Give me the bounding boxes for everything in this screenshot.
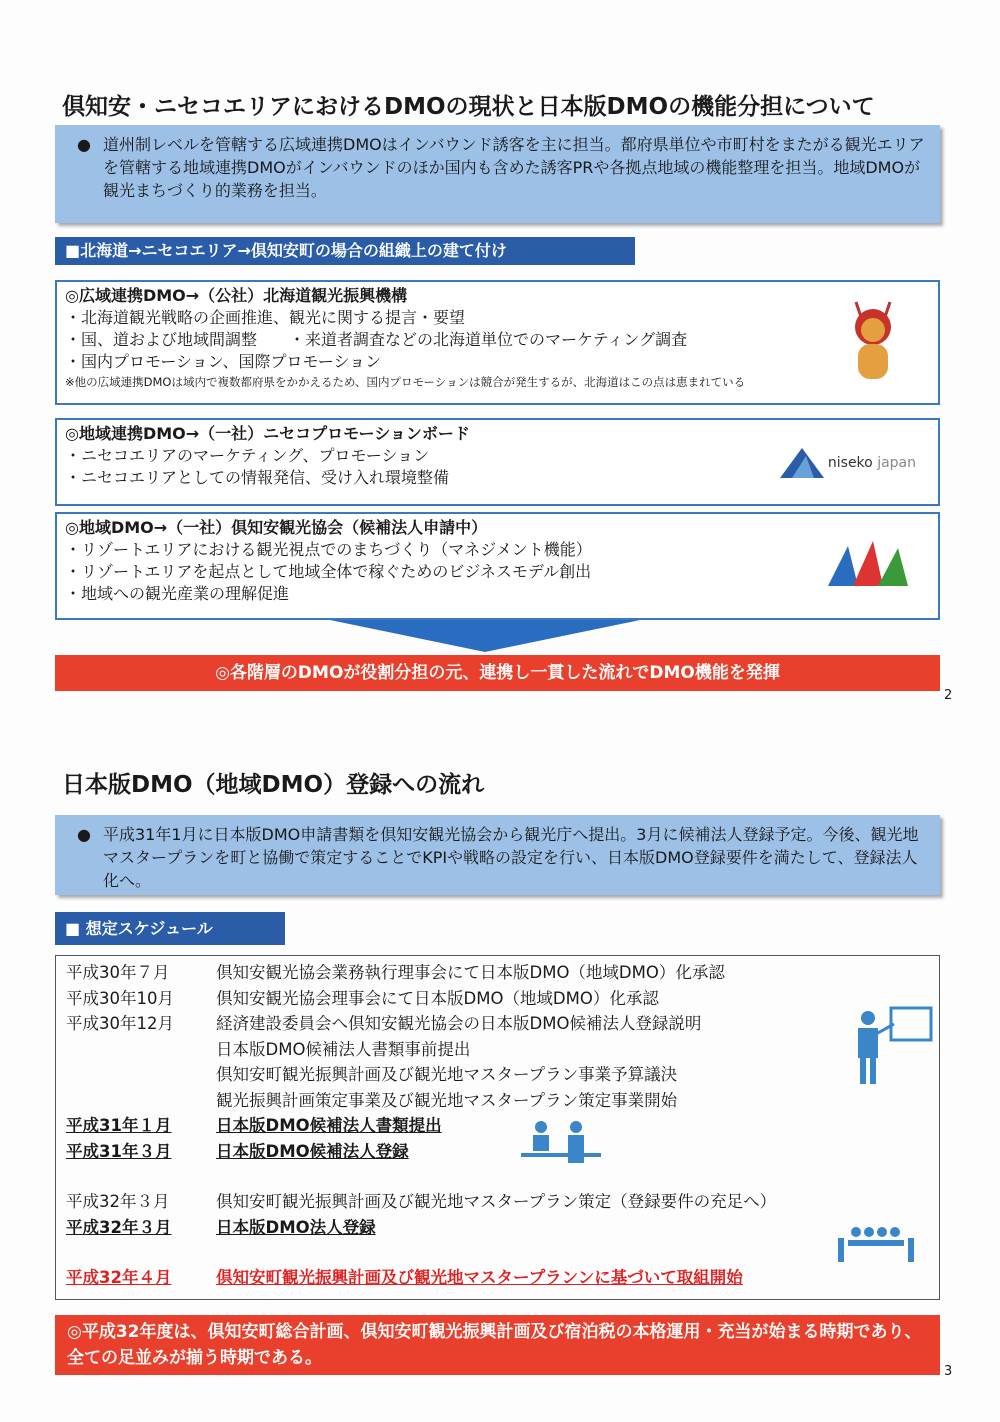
org-item: ・国、道および地域間調整 ・来道者調査などの北海道単位でのマーケティング調査 [65,330,688,349]
schedule-text: 観光振興計画策定事業及び観光地マスタープラン策定事業開始 [216,1090,678,1110]
org-heading: ◎地域連携DMO→（一社）ニセコプロモーションボード [65,424,470,443]
schedule-row [66,1062,929,1088]
org-item: ・地域への観光産業の理解促進 [65,584,290,603]
mascot-logo [838,292,908,382]
section2-title: 日本版DMO（地域DMO）登録への流れ [62,772,485,798]
schedule-date [66,1088,216,1114]
down-arrow-icon [330,620,640,652]
org-box-regional [55,418,940,506]
section2-subheader: ■ 想定スケジュール [55,912,285,945]
org-item: ・北海道観光戦略の企画推進、観光に関する提言・要望 [65,308,466,327]
org-note: ※他の広域連携DMOは域内で複数都府県をかかえるため、国内プロモーションは競合が発生するが、北海道はこの点は恵まれている [65,375,746,389]
schedule-row [66,1215,929,1241]
schedule-text: 日本版DMO候補法人書類事前提出 [216,1039,471,1059]
org-item: ・リゾートエリアを起点として地域全体で稼ぐためのビジネスモデル創出 [65,562,592,581]
schedule-date [66,1037,216,1063]
schedule-date: 平成30年７月 [66,963,170,982]
kutchan-logo [823,536,913,596]
org-item: ・ニセコエリアのマーケティング、プロモーション [65,446,430,465]
schedule-date [66,1164,216,1189]
org-item: ・ニセコエリアとしての情報発信、受け入れ環境整備 [65,468,450,487]
bullet-icon: ● [77,135,91,154]
page-number: 2 [944,688,953,703]
schedule-box [55,955,940,1300]
schedule-text: 日本版DMO法人登録 [216,1217,376,1237]
schedule-date [66,1062,216,1088]
section1-title: 倶知安・ニセコエリアにおけるDMOの現状と日本版DMOの機能分担について [62,94,875,120]
schedule-text: 日本版DMO候補法人登録 [216,1141,409,1161]
schedule-row [66,960,929,986]
schedule-row [66,1265,929,1291]
section1-conclusion: ◎各階層のDMOが役割分担の元、連携し一貫した流れでDMO機能を発揮 [55,655,940,691]
schedule-row [66,1139,929,1165]
summary-text: 平成31年1月に日本版DMO申請書類を倶知安観光協会から観光庁へ提出。3月に候補法人登録予定。今後、観光地マスタープランを町と協働で策定することでKPIや戦略の設定を行い、日本版DMO登録要件を満たして、登録法人化へ。 [103,825,919,890]
schedule-date: 平成30年12月 [66,1014,174,1033]
schedule-row [66,986,929,1012]
schedule-text: 倶知安観光協会業務執行理事会にて日本版DMO（地域DMO）化承認 [216,963,725,982]
schedule-date: 平成32年３月 [66,1192,170,1211]
schedule-date: 平成30年10月 [66,988,174,1008]
schedule-row [66,1011,929,1037]
schedule-date: 平成32年３月 [66,1217,172,1237]
schedule-date [66,1240,216,1265]
schedule-text: 倶知安観光協会理事会にて日本版DMO（地域DMO）化承認 [216,988,659,1008]
schedule-row [66,1037,929,1063]
section2-summary [55,815,940,895]
bullet-icon: ● [77,825,91,844]
schedule-text: 日本版DMO候補法人書類提出 [216,1116,442,1135]
org-item: ・国内プロモーション、国際プロモーション [65,352,382,371]
org-item: ・リゾートエリアにおける観光視点でのまちづくり（マネジメント機能） [65,540,592,559]
org-heading: ◎地域DMO→（一社）倶知安観光協会（候補法人申請中） [65,518,488,537]
summary-text: 道州制レベルを管轄する広域連携DMOはインバウンド誘客を主に担当。都府県単位や市町村をまたがる観光エリアを管轄する地域連携DMOがインバウンドのほか国内も含めた誘客PRや各拠点地域の機能整理を担当。地域DMOが観光まちづくり的業務を担当。 [103,135,925,200]
schedule-date: 平成32年４月 [66,1268,172,1287]
schedule-text: 倶知安町観光振興計画及び観光地マスタープラン策定（登録要件の充足へ） [216,1192,777,1211]
section1-subheader: ■北海道→ニセコエリア→倶知安町の場合の組織上の建て付け [55,237,635,265]
presenter-icon [846,1006,936,1086]
schedule-text: 経済建設委員会へ倶知安観光協会の日本版DMO候補法人登録説明 [216,1014,702,1033]
org-box-wide-area [55,280,940,405]
section1-summary [55,125,940,223]
schedule-row [66,1088,929,1114]
schedule-date: 平成31年３月 [66,1141,172,1161]
schedule-row [66,1189,929,1215]
schedule-row [66,1240,929,1265]
schedule-row [66,1164,929,1189]
meeting-icon [521,1119,601,1164]
section2-conclusion: ◎平成32年度は、倶知安町総合計画、倶知安町観光振興計画及び宿泊税の本格運用・充当が始まる時期であり、全ての足並みが揃う時期である。 [55,1315,940,1375]
page-number: 3 [944,1364,953,1379]
niseko-logo: niseko japan [780,448,916,478]
schedule-date: 平成31年１月 [66,1116,172,1135]
schedule-text: 倶知安町観光振興計画及び観光地マスタープラン事業予算議決 [216,1065,678,1084]
group-meeting-icon [836,1224,916,1264]
schedule-text: 倶知安町観光振興計画及び観光地マスタープランンに基づいて取組開始 [216,1268,743,1287]
schedule-row [66,1113,929,1139]
org-box-local [55,512,940,620]
org-heading: ◎広域連携DMO→（公社）北海道観光振興機構 [65,286,408,305]
